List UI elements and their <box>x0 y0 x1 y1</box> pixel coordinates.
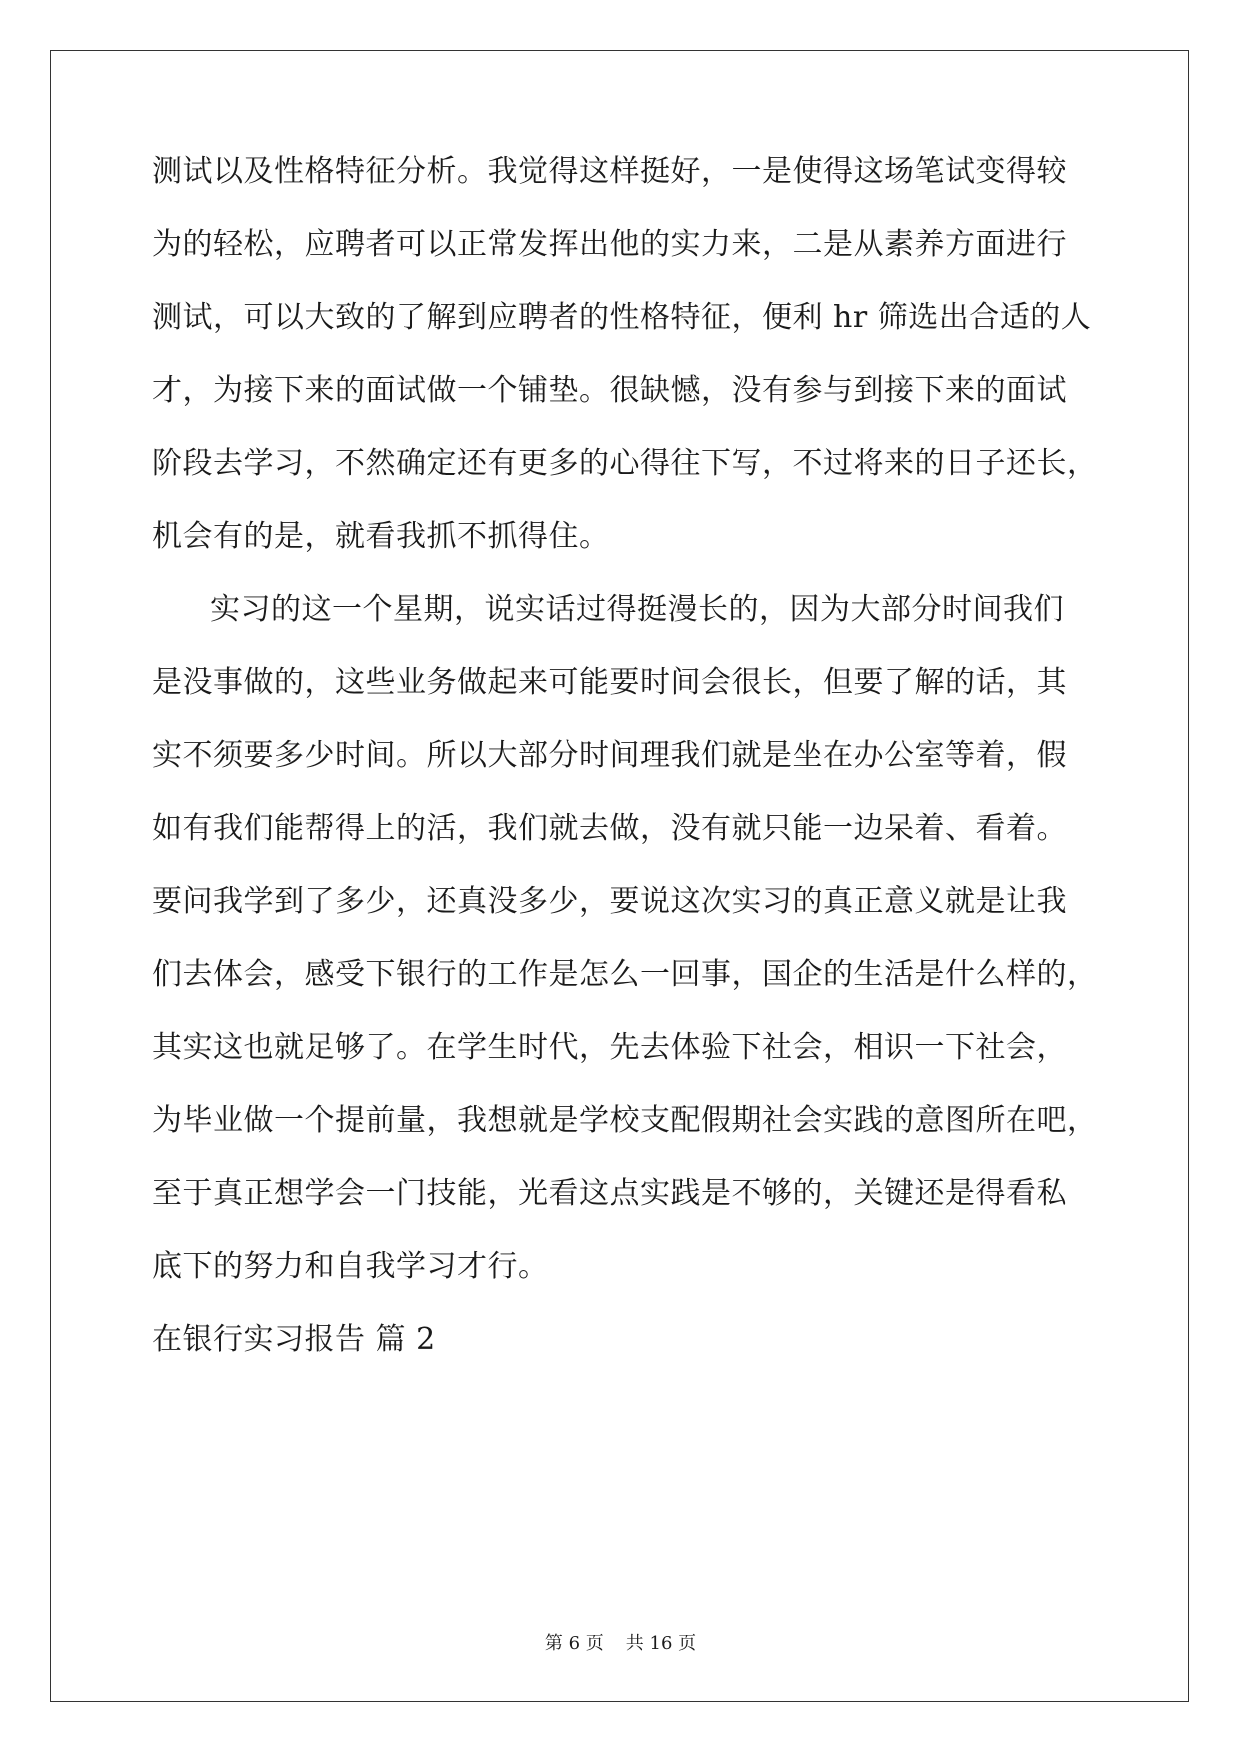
paragraph-line: 为毕业做一个提前量，我想就是学校支配假期社会实践的意图所在吧， <box>152 1103 1098 1138</box>
paragraph-line: 其实这也就足够了。在学生时代，先去体验下社会，相识一下社会， <box>152 1030 1067 1065</box>
paragraph-line: 机会有的是，就看我抓不抓得住。 <box>152 519 610 554</box>
paragraph-line: 是没事做的，这些业务做起来可能要时间会很长，但要了解的话，其 <box>152 665 1067 700</box>
paragraph-line: 实不须要多少时间。所以大部分时间理我们就是坐在办公室等着，假 <box>152 738 1067 773</box>
section-heading: 在银行实习报告 篇 2 <box>152 1322 436 1357</box>
page-footer <box>0 1632 1241 1656</box>
page-number: 第 6 页 <box>544 1633 604 1654</box>
paragraph-line: 测试以及性格特征分析。我觉得这样挺好，一是使得这场笔试变得较 <box>152 154 1067 189</box>
paragraph-line: 测试，可以大致的了解到应聘者的性格特征，便利 hr 筛选出合适的人 <box>152 300 1092 335</box>
paragraph-line: 要问我学到了多少，还真没多少，要说这次实习的真正意义就是让我 <box>152 884 1067 919</box>
paragraph-line: 实习的这一个星期，说实话过得挺漫长的，因为大部分时间我们 <box>210 592 1064 627</box>
paragraph-line: 至于真正想学会一门技能，光看这点实践是不够的，关键还是得看私 <box>152 1176 1067 1211</box>
paragraph-line: 如有我们能帮得上的活，我们就去做，没有就只能一边呆着、看着。 <box>152 811 1067 846</box>
paragraph-line: 为的轻松，应聘者可以正常发挥出他的实力来，二是从素养方面进行 <box>152 227 1067 262</box>
paragraph-line: 阶段去学习，不然确定还有更多的心得往下写，不过将来的日子还长， <box>152 446 1098 481</box>
paragraph-line: 底下的努力和自我学习才行。 <box>152 1249 549 1284</box>
paragraph-line: 们去体会，感受下银行的工作是怎么一回事，国企的生活是什么样的， <box>152 957 1098 992</box>
paragraph-line: 才，为接下来的面试做一个铺垫。很缺憾，没有参与到接下来的面试 <box>152 373 1067 408</box>
page-total: 共 16 页 <box>625 1633 697 1654</box>
